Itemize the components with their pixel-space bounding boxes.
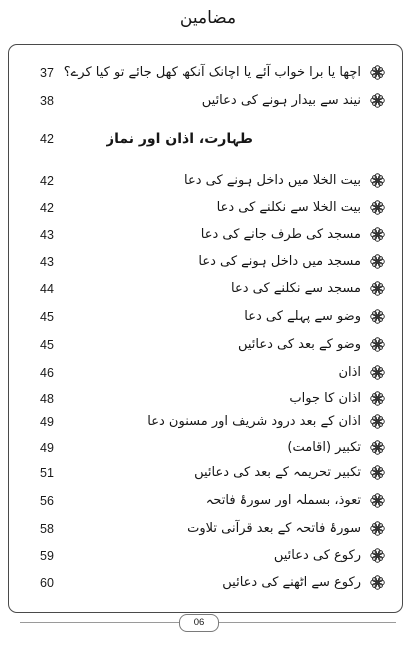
flower-ornament-icon	[370, 93, 385, 108]
toc-entry-title: رکوع سے اٹھنے کی دعائیں	[222, 575, 361, 590]
toc-entry	[8, 388, 403, 410]
toc-entry-title: مسجد سے نکلنے کی دعا	[231, 281, 361, 296]
toc-page-number: 60	[40, 576, 54, 590]
toc-entry-title: سورۂ فاتحہ کے بعد قرآنی تلاوت	[187, 521, 361, 536]
toc-entry	[8, 518, 403, 540]
flower-ornament-icon	[370, 337, 385, 352]
flower-ornament-icon	[370, 440, 385, 455]
toc-entry-title: رکوع کی دعائیں	[273, 548, 361, 563]
toc-entry	[8, 462, 403, 484]
flower-ornament-icon	[370, 493, 385, 508]
toc-page-number: 42	[40, 132, 54, 146]
toc-page-number: 59	[40, 549, 54, 563]
toc-entry	[8, 411, 403, 433]
toc-page-number: 58	[40, 522, 54, 536]
toc-entry	[8, 490, 403, 512]
toc-page-number: 49	[40, 441, 54, 455]
toc-page-number: 44	[40, 282, 54, 296]
flower-ornament-icon	[370, 365, 385, 380]
toc-entry	[8, 251, 403, 273]
flower-ornament-icon	[370, 254, 385, 269]
toc-page-number: 48	[40, 392, 54, 406]
toc-entry-title: اذان کا جواب	[289, 391, 361, 406]
toc-entry-title: تکبیر تحریمہ کے بعد کی دعائیں	[194, 465, 361, 480]
flower-ornament-icon	[370, 575, 385, 590]
flower-ornament-icon	[370, 465, 385, 480]
toc-entry-title: بیت الخلا میں داخل ہونے کی دعا	[184, 173, 361, 188]
flower-ornament-icon	[370, 281, 385, 296]
toc-entry	[8, 572, 403, 594]
toc-entry	[8, 362, 403, 384]
flower-ornament-icon	[370, 521, 385, 536]
flower-ornament-icon	[370, 227, 385, 242]
toc-page-number: 38	[40, 94, 54, 108]
toc-entry	[8, 545, 403, 567]
toc-page-number: 43	[40, 228, 54, 242]
toc-entry	[8, 170, 403, 192]
toc-page-number: 37	[40, 66, 54, 80]
toc-entry	[8, 437, 403, 459]
flower-ornament-icon	[370, 391, 385, 406]
toc-entry-title: تعوذ، بسملہ اور سورۂ فاتحہ	[205, 493, 361, 508]
flower-ornament-icon	[370, 200, 385, 215]
page-number: 06	[179, 614, 219, 632]
toc-page-number: 45	[40, 338, 54, 352]
page-title: مضامین	[179, 8, 237, 28]
flower-ornament-icon	[370, 65, 385, 80]
toc-entry-title: وضو سے پہلے کی دعا	[244, 309, 361, 324]
toc-page-number: 46	[40, 366, 54, 380]
toc-entry-title: بیت الخلا سے نکلنے کی دعا	[216, 200, 361, 215]
toc-entry-title: اچھا یا برا خواب آئے یا اچانک آنکھ کھل جائے تو کیا کرے؟	[63, 65, 361, 80]
toc-page-number: 49	[40, 415, 54, 429]
section-heading: طہارت، اذان اور نماز	[106, 131, 253, 147]
toc-page-number: 43	[40, 255, 54, 269]
toc-entry	[8, 306, 403, 328]
flower-ornament-icon	[370, 309, 385, 324]
toc-page-number: 42	[40, 201, 54, 215]
toc-entry-title: مسجد میں داخل ہونے کی دعا	[198, 254, 361, 269]
toc-entry	[8, 197, 403, 219]
toc-entry	[8, 224, 403, 246]
flower-ornament-icon	[370, 414, 385, 429]
toc-entry	[8, 90, 403, 112]
toc-entry-title: مسجد کی طرف جانے کی دعا	[200, 227, 361, 242]
toc-entry	[8, 334, 403, 356]
toc-entry	[8, 62, 403, 84]
page-footer	[0, 614, 416, 632]
section-heading-row	[8, 128, 403, 150]
toc-entry-title: اذان کے بعد درود شریف اور مسنون دعا	[147, 414, 361, 429]
flower-ornament-icon	[370, 548, 385, 563]
flower-ornament-icon	[370, 173, 385, 188]
toc-page-number: 42	[40, 174, 54, 188]
toc-entry-title: نیند سے بیدار ہونے کی دعائیں	[201, 93, 361, 108]
toc-page-number: 56	[40, 494, 54, 508]
toc-entry	[8, 278, 403, 300]
toc-page-number: 51	[40, 466, 54, 480]
toc-entry-title: وضو کے بعد کی دعائیں	[237, 337, 361, 352]
toc-entry-title: تکبیر (اقامت)	[287, 440, 361, 455]
toc-entry-title: اذان	[338, 365, 361, 380]
toc-page-number: 45	[40, 310, 54, 324]
